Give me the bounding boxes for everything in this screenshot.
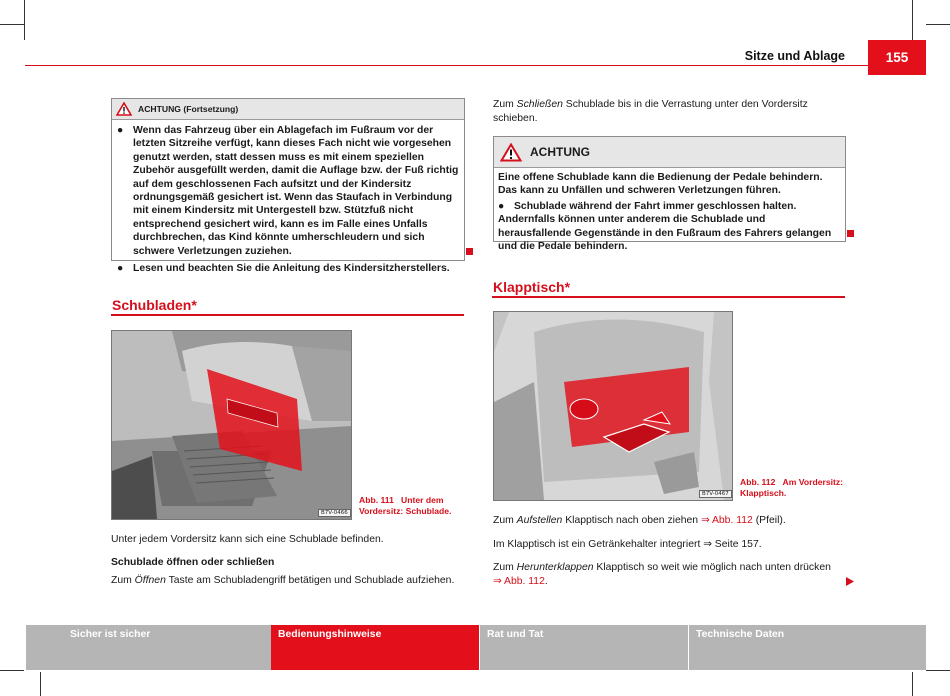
crop-mark — [24, 0, 25, 40]
crop-mark — [912, 672, 913, 696]
figure-caption: Abb. 112 Am Vordersitz: Klapptisch. — [740, 477, 844, 498]
continue-arrow-icon — [846, 577, 854, 586]
section-heading-rule — [111, 314, 464, 316]
figure-reference-link[interactable]: ⇒ Abb. 112 — [493, 576, 545, 587]
warning-box-continued — [111, 98, 465, 275]
warning-item: ● Wenn das Fahrzeug über ein Ablagefach im Fußraum vor der letzten Sitzreihe verfügt, kann dieses Fach nicht wie vorgesehen genutzt werden, statt dessen muss es mit einem speziellen Zubehör ausgefüllt werden, damit die Auflage bzw. der Fuß richtig auf dem geschlossenen Fach aufsitzt und der Kindersitz ordnungsgemäß gesichert ist. Wenn das Staufach in Verbindung mit einem Kindersitz mit Untergestell bzw. Stützfuß nicht entsprechend gesichert wird, kann es im Falle eines Unfalls durchbrechen, das Kind könnte umherschleudern und sich schwere Verletzungen zuziehen. — [117, 125, 459, 257]
warning-title: ACHTUNG — [530, 145, 590, 159]
warning-intro: Eine offene Schublade kann die Bedienung der Pedale behindern. Das kann zu Unfällen und schweren Verletzungen führen. — [498, 172, 823, 197]
drawer-illustration — [112, 331, 351, 519]
crop-mark — [926, 670, 950, 671]
figure-caption: Abb. 111 Unter dem Vordersitz: Schublade. — [359, 495, 452, 516]
section-end-mark — [847, 230, 854, 237]
subheading-open-close: Schublade öffnen oder schließen — [111, 557, 275, 568]
crop-mark — [40, 672, 41, 696]
section-heading-schubladen: Schubladen* — [112, 297, 197, 313]
warning-header — [112, 99, 464, 120]
warning-header — [494, 137, 845, 168]
footer-tab-sicher[interactable]: Sicher ist sicher — [26, 625, 271, 670]
warning-title: ACHTUNG (Fortsetzung) — [138, 104, 239, 114]
warning-body — [112, 120, 464, 279]
header-rule — [25, 65, 868, 66]
warning-box — [493, 136, 846, 253]
crop-mark — [0, 670, 24, 671]
figure-code: B7V-0466 — [318, 509, 351, 517]
figure-code: B7V-0467 — [699, 490, 732, 498]
paragraph-close: Zum Schließen Schublade bis in die Verrastung unter den Vordersitz schieben. — [493, 99, 808, 124]
warning-triangle-icon — [116, 102, 132, 116]
footer-tab-rat-und-tat[interactable]: Rat und Tat — [480, 625, 688, 670]
paragraph-herunterklappen: Zum Herunterklappen Klapptisch so weit wie möglich nach unten drücken ⇒ Abb. 112. — [493, 562, 831, 587]
section-end-mark — [466, 248, 473, 255]
warning-item: ● Lesen und beachten Sie die Anleitung des Kindersitzherstellers. — [117, 263, 450, 275]
section-title: Sitze und Ablage — [744, 49, 845, 63]
crop-mark — [0, 24, 24, 25]
figure-reference-link[interactable]: ⇒ Abb. 112 — [700, 515, 753, 526]
paragraph-aufstellen: Zum Aufstellen Klapptisch nach oben ziehen ⇒ Abb. 112 (Pfeil). — [493, 515, 786, 526]
warning-body — [494, 168, 845, 253]
crop-mark — [912, 0, 913, 40]
warning-triangle-icon — [500, 143, 522, 162]
section-heading-rule — [492, 296, 845, 298]
footer-tab-technische-daten[interactable]: Technische Daten — [689, 625, 926, 670]
paragraph-open: Zum Öffnen Taste am Schubladengriff betätigen und Schublade aufziehen. — [111, 575, 455, 586]
crop-mark — [926, 24, 950, 25]
page-number: 155 — [868, 40, 926, 75]
footer-tab-bedienungshinweise[interactable]: Bedienungshinweise — [271, 625, 479, 670]
warning-item: ● Schublade während der Fahrt immer geschlossen halten. Andernfalls können unter anderem die Schublade und herausfallende Gegenstände in den Fußraum des Fahrers gelangen und die Pedale behindern. — [498, 200, 832, 253]
figure-folding-table — [493, 311, 733, 501]
section-heading-klapptisch: Klapptisch* — [493, 279, 571, 295]
paragraph-intro: Unter jedem Vordersitz kann sich eine Schublade befinden. — [111, 534, 384, 545]
folding-table-illustration — [494, 312, 732, 500]
paragraph-getraenkehalter: Im Klapptisch ist ein Getränkehalter integriert ⇒ Seite 157. — [493, 539, 762, 550]
figure-drawer — [111, 330, 352, 520]
